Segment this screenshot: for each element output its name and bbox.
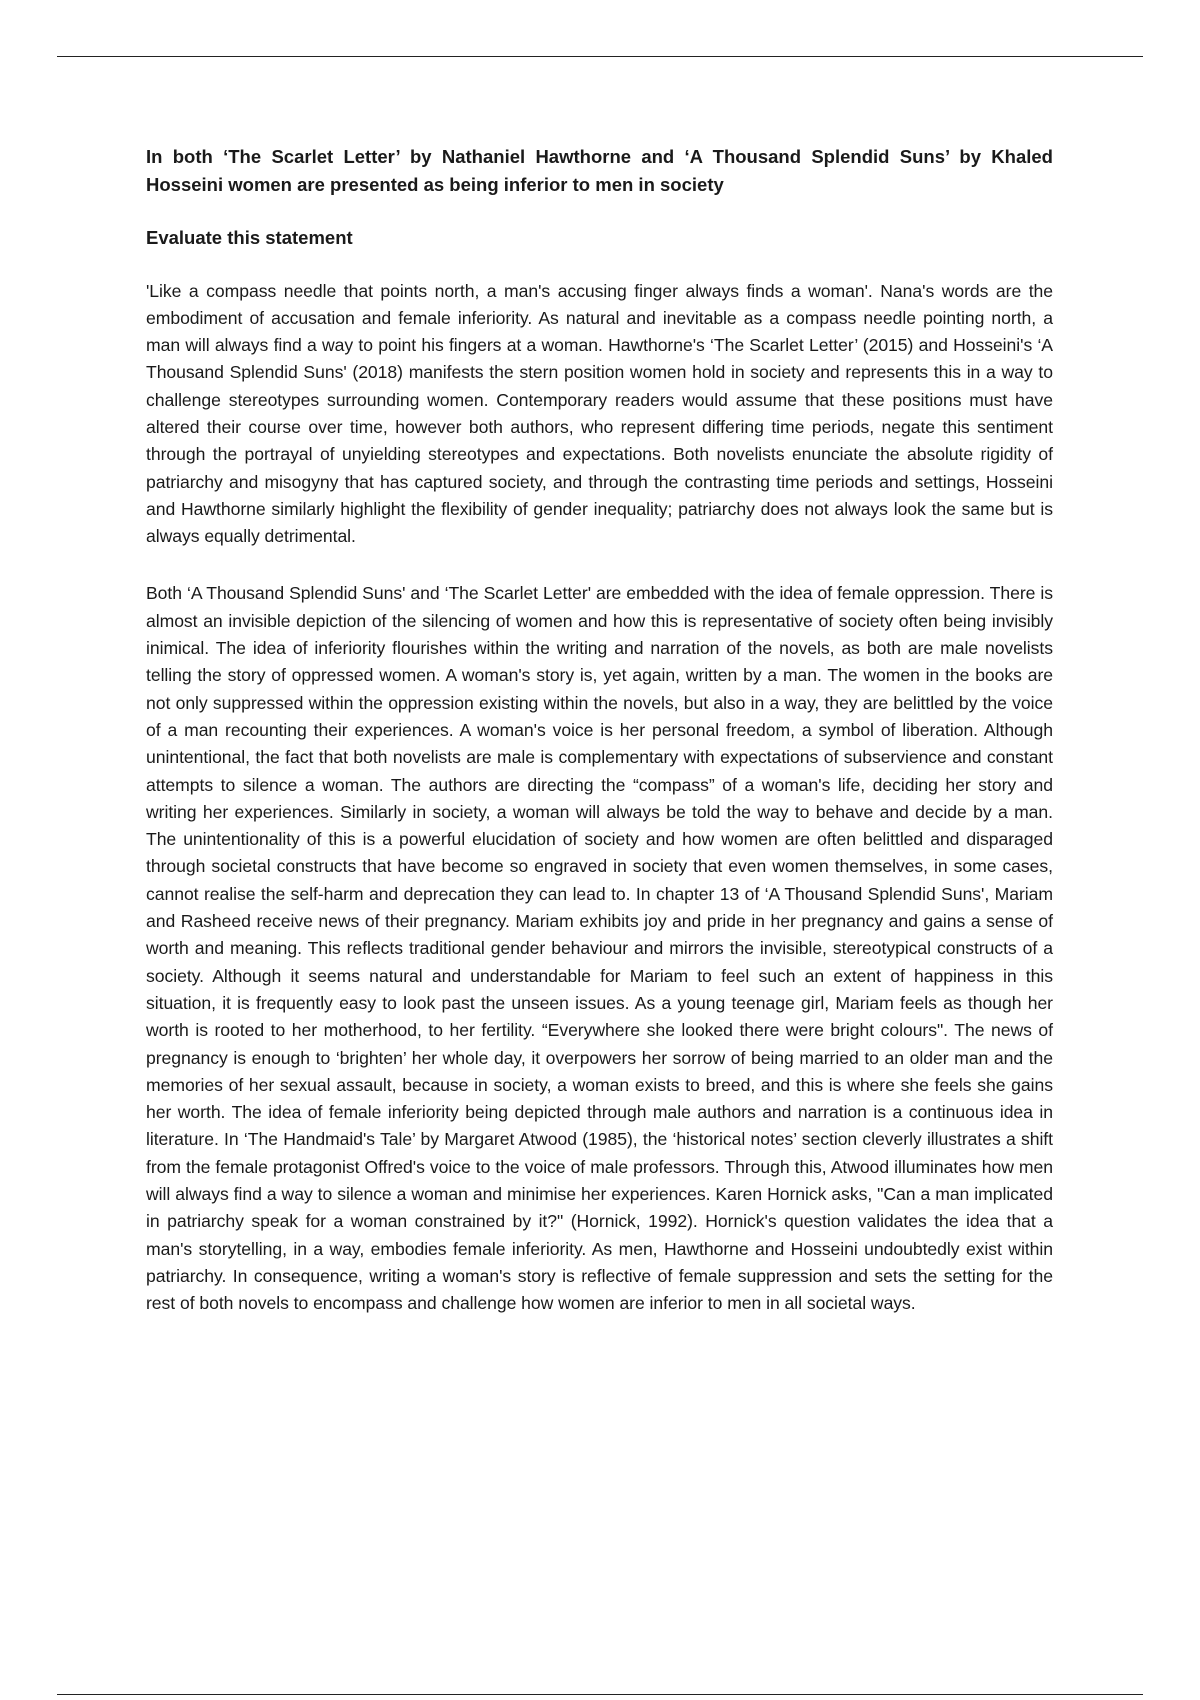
footer-rule — [57, 1694, 1143, 1695]
document-body — [146, 143, 1053, 1347]
essay-prompt: Evaluate this statement — [146, 227, 353, 248]
paragraph-body: Both ‘A Thousand Splendid Suns' and ‘The Scarlet Letter' are embedded with the idea of female oppression. There is almost an invisible depiction of the silencing of women and how this is representative of society often being invisibly inimical. The idea of inferiority flourishes within the writing and narration of the novels, as both are male novelists telling the story of oppressed women. A woman's story is, yet again, written by a man. The women in the books are not only suppressed within the oppression existing within the novels, but also in a way, they are belittled by the voice of a man recounting their experiences. A woman's voice is her personal freedom, a symbol of liberation. Although unintentional, the fact that both novelists are male is complementary with expectations of subservience and constant attempts to silence a woman. The authors are directing the “compass” of a woman's life, deciding her story and writing her experiences. Similarly in society, a woman will always be told the way to behave and decide by a man. The unintentionality of this is a powerful elucidation of society and how women are often belittled and disparaged through societal constructs that have become so engraved in society that even women themselves, in some cases, cannot realise the self-harm and deprecation they can lead to. In chapter 13 of ‘A Thousand Splendid Suns', Mariam and Rasheed receive news of their pregnancy. Mariam exhibits joy and pride in her pregnancy and gains a sense of worth and meaning. This reflects traditional gender behaviour and mirrors the invisible, stereotypical constructs of a society. Although it seems natural and understandable for Mariam to feel such an extent of happiness in this situation, it is frequently easy to look past the unseen issues. As a young teenage girl, Mariam feels as though her worth is rooted to her motherhood, to her fertility. “Everywhere she looked there were bright colours". The news of pregnancy is enough to ‘brighten’ her whole day, it overpowers her sorrow of being married to an older man and the memories of her sexual assault, because in society, a woman exists to breed, and this is where she feels she gains her worth. The idea of female inferiority being depicted through male authors and narration is a continuous idea in literature. In ‘The Handmaid's Tale’ by Margaret Atwood (1985), the ‘historical notes’ section cleverly illustrates a shift from the female protagonist Offred's voice to the voice of male professors. Through this, Atwood illuminates how men will always find a way to silence a woman and minimise her experiences. Karen Hornick asks, "Can a man implicated in patriarchy speak for a woman constrained by it?" (Hornick, 1992). Hornick's question validates the idea that a man's storytelling, in a way, embodies female inferiority. As men, Hawthorne and Hosseini undoubtedly exist within patriarchy. In consequence, writing a woman's story is reflective of female suppression and sets the setting for the rest of both novels to encompass and challenge how women are inferior to men in all societal ways. — [146, 583, 1053, 1314]
paragraph-intro: 'Like a compass needle that points north, a man's accusing finger always finds a woman'. Nana's words are the embodiment of accusation and female inferiority. As natural and inevitable as a compass needle pointing north, a man will always find a way to point his fingers at a woman. Hawthorne's ‘The Scarlet Letter’ (2015) and Hosseini's ‘A Thousand Splendid Suns' (2018) manifests the stern position women hold in society and represents this in a way to challenge stereotypes surrounding women. Contemporary readers would assume that these positions must have altered their course over time, however both authors, who represent differing time periods, negate this sentiment through the portrayal of unyielding stereotypes and expectations. Both novelists enunciate the absolute rigidity of patriarchy and misogyny that has captured society, and through the contrasting time periods and settings, Hosseini and Hawthorne similarly highlight the flexibility of gender inequality; patriarchy does not always look the same but is always equally detrimental. — [146, 280, 1053, 547]
essay-title: In both ‘The Scarlet Letter’ by Nathaniel Hawthorne and ‘A Thousand Splendid Suns’ by Khaled Hosseini women are presented as being inferior to men in society — [146, 146, 1053, 195]
header-rule — [57, 56, 1143, 57]
